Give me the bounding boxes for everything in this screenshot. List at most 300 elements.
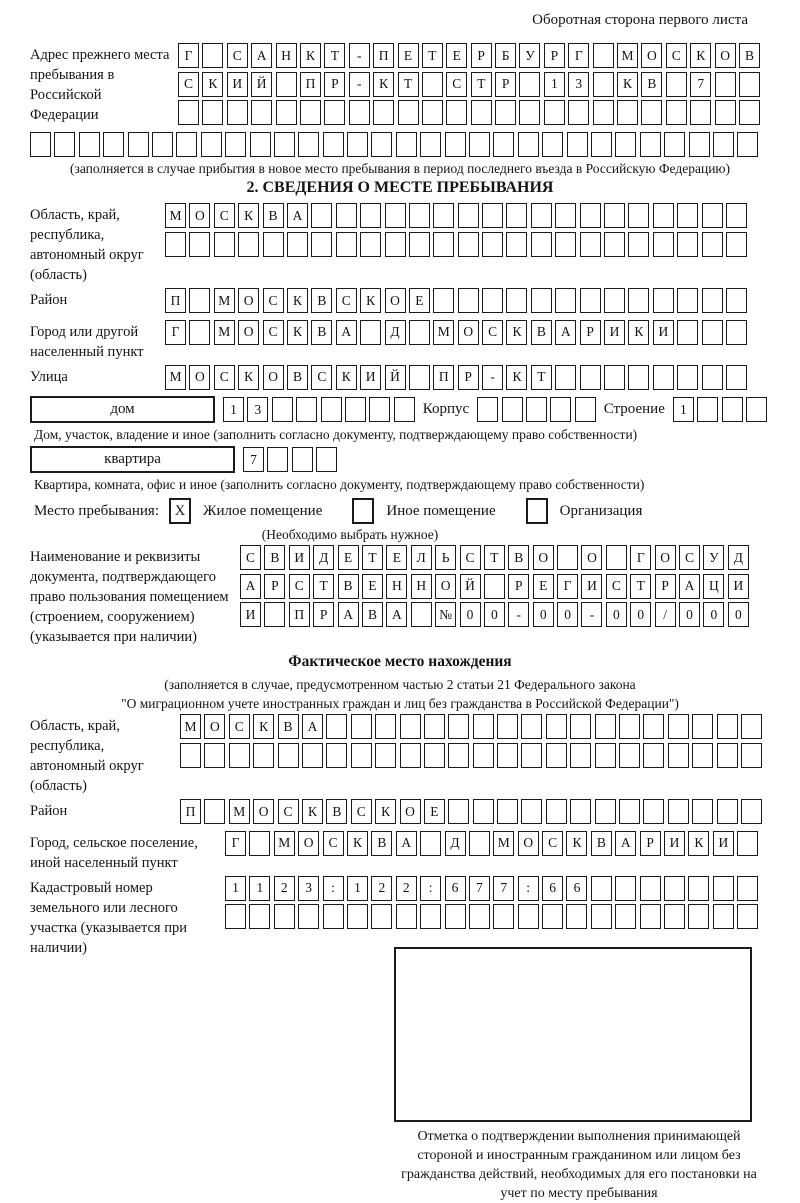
grid-cell[interactable]	[739, 100, 760, 125]
grid-cell[interactable]	[591, 904, 612, 929]
grid-cell[interactable]: А	[302, 714, 323, 739]
grid-cell[interactable]	[375, 743, 396, 768]
grid-cell[interactable]	[555, 232, 576, 257]
grid-cell[interactable]: М	[165, 203, 186, 228]
grid-cell[interactable]: К	[506, 320, 527, 345]
grid-cell[interactable]	[615, 132, 636, 157]
grid-cell[interactable]: В	[531, 320, 552, 345]
grid-cell[interactable]: И	[653, 320, 674, 345]
grid-cell[interactable]	[422, 100, 443, 125]
grid-cell[interactable]	[619, 799, 640, 824]
grid-cell[interactable]	[628, 288, 649, 313]
grid-cell[interactable]: Д	[445, 831, 466, 856]
grid-cell[interactable]	[593, 43, 614, 68]
grid-cell[interactable]: В	[338, 574, 359, 599]
grid-cell[interactable]: 0	[533, 602, 554, 627]
grid-cell[interactable]: Р	[544, 43, 565, 68]
grid-cell[interactable]: А	[615, 831, 636, 856]
checkbox-residential-premises[interactable]: X	[169, 498, 191, 524]
grid-cell[interactable]	[189, 320, 210, 345]
grid-cell[interactable]	[189, 232, 210, 257]
grid-cell[interactable]: К	[347, 831, 368, 856]
grid-cell[interactable]	[741, 743, 762, 768]
grid-cell[interactable]	[409, 203, 430, 228]
grid-cell[interactable]	[371, 132, 392, 157]
grid-cell[interactable]: О	[533, 545, 554, 570]
grid-cell[interactable]	[604, 232, 625, 257]
grid-cell[interactable]: Т	[313, 574, 334, 599]
grid-cell[interactable]: С	[240, 545, 261, 570]
grid-cell[interactable]	[550, 397, 571, 422]
grid-cell[interactable]	[369, 397, 390, 422]
grid-cell[interactable]: 0	[703, 602, 724, 627]
grid-cell[interactable]	[521, 799, 542, 824]
grid-cell[interactable]	[385, 203, 406, 228]
grid-cell[interactable]: С	[446, 72, 467, 97]
grid-cell[interactable]: Г	[165, 320, 186, 345]
grid-cell[interactable]: В	[508, 545, 529, 570]
grid-cell[interactable]	[580, 365, 601, 390]
grid-cell[interactable]: /	[655, 602, 676, 627]
grid-cell[interactable]: Т	[362, 545, 383, 570]
grid-cell[interactable]	[518, 904, 539, 929]
grid-cell[interactable]: Р	[640, 831, 661, 856]
grid-cell[interactable]	[664, 132, 685, 157]
grid-cell[interactable]: №	[435, 602, 456, 627]
grid-cell[interactable]	[526, 397, 547, 422]
grid-cell[interactable]	[321, 397, 342, 422]
grid-cell[interactable]	[664, 904, 685, 929]
grid-cell[interactable]: Т	[531, 365, 552, 390]
grid-cell[interactable]: С	[263, 320, 284, 345]
grid-cell[interactable]: Й	[385, 365, 406, 390]
grid-cell[interactable]: 7	[469, 876, 490, 901]
grid-cell[interactable]	[263, 232, 284, 257]
grid-cell[interactable]	[570, 714, 591, 739]
grid-cell[interactable]: И	[713, 831, 734, 856]
grid-cell[interactable]: 0	[557, 602, 578, 627]
grid-cell[interactable]	[276, 72, 297, 97]
grid-cell[interactable]	[296, 397, 317, 422]
grid-cell[interactable]	[677, 203, 698, 228]
grid-cell[interactable]	[653, 288, 674, 313]
grid-cell[interactable]: М	[214, 320, 235, 345]
grid-cell[interactable]	[531, 232, 552, 257]
grid-cell[interactable]	[400, 743, 421, 768]
grid-cell[interactable]	[336, 232, 357, 257]
grid-cell[interactable]: В	[362, 602, 383, 627]
grid-cell[interactable]	[566, 904, 587, 929]
grid-cell[interactable]	[557, 545, 578, 570]
grid-cell[interactable]	[189, 288, 210, 313]
grid-cell[interactable]	[267, 447, 288, 472]
grid-cell[interactable]	[546, 799, 567, 824]
grid-cell[interactable]: 7	[493, 876, 514, 901]
grid-cell[interactable]	[274, 132, 295, 157]
grid-cell[interactable]	[741, 799, 762, 824]
grid-cell[interactable]: И	[360, 365, 381, 390]
grid-cell[interactable]: Г	[568, 43, 589, 68]
grid-cell[interactable]: О	[655, 545, 676, 570]
grid-cell[interactable]	[737, 904, 758, 929]
grid-cell[interactable]: Т	[484, 545, 505, 570]
grid-cell[interactable]	[521, 714, 542, 739]
grid-cell[interactable]	[287, 232, 308, 257]
grid-cell[interactable]	[448, 743, 469, 768]
grid-cell[interactable]	[30, 132, 51, 157]
grid-cell[interactable]	[643, 799, 664, 824]
grid-cell[interactable]	[204, 799, 225, 824]
grid-cell[interactable]	[555, 365, 576, 390]
grid-cell[interactable]: К	[238, 365, 259, 390]
grid-cell[interactable]: М	[229, 799, 250, 824]
grid-cell[interactable]	[668, 799, 689, 824]
grid-cell[interactable]	[349, 100, 370, 125]
grid-cell[interactable]: Т	[324, 43, 345, 68]
grid-cell[interactable]	[715, 72, 736, 97]
grid-cell[interactable]	[433, 203, 454, 228]
grid-cell[interactable]: 2	[371, 876, 392, 901]
grid-cell[interactable]: О	[400, 799, 421, 824]
grid-cell[interactable]	[276, 100, 297, 125]
grid-cell[interactable]: К	[336, 365, 357, 390]
grid-cell[interactable]	[737, 876, 758, 901]
grid-cell[interactable]: О	[458, 320, 479, 345]
grid-cell[interactable]	[424, 743, 445, 768]
grid-cell[interactable]: К	[253, 714, 274, 739]
grid-cell[interactable]: А	[386, 602, 407, 627]
grid-cell[interactable]	[702, 203, 723, 228]
grid-cell[interactable]: К	[287, 288, 308, 313]
grid-cell[interactable]	[689, 132, 710, 157]
grid-cell[interactable]	[323, 904, 344, 929]
checkbox-other-premises[interactable]	[352, 498, 374, 524]
grid-cell[interactable]	[473, 714, 494, 739]
grid-cell[interactable]	[715, 100, 736, 125]
grid-cell[interactable]	[253, 743, 274, 768]
grid-cell[interactable]	[518, 132, 539, 157]
grid-cell[interactable]: С	[323, 831, 344, 856]
grid-cell[interactable]	[643, 743, 664, 768]
grid-cell[interactable]: :	[518, 876, 539, 901]
grid-cell[interactable]	[445, 132, 466, 157]
grid-cell[interactable]	[737, 831, 758, 856]
grid-cell[interactable]: 6	[445, 876, 466, 901]
grid-cell[interactable]: А	[336, 320, 357, 345]
grid-cell[interactable]: Л	[411, 545, 432, 570]
grid-cell[interactable]: С	[227, 43, 248, 68]
grid-cell[interactable]	[420, 831, 441, 856]
grid-cell[interactable]	[546, 743, 567, 768]
grid-cell[interactable]: М	[165, 365, 186, 390]
grid-cell[interactable]	[251, 100, 272, 125]
grid-cell[interactable]	[567, 132, 588, 157]
grid-cell[interactable]	[741, 714, 762, 739]
grid-cell[interactable]: С	[263, 288, 284, 313]
grid-cell[interactable]	[641, 100, 662, 125]
grid-cell[interactable]: О	[715, 43, 736, 68]
grid-cell[interactable]: Б	[495, 43, 516, 68]
grid-cell[interactable]	[482, 232, 503, 257]
grid-cell[interactable]	[542, 132, 563, 157]
grid-cell[interactable]	[746, 397, 767, 422]
grid-cell[interactable]	[619, 743, 640, 768]
grid-cell[interactable]	[653, 232, 674, 257]
grid-cell[interactable]: С	[178, 72, 199, 97]
grid-cell[interactable]	[482, 203, 503, 228]
grid-cell[interactable]	[458, 203, 479, 228]
grid-cell[interactable]: Ь	[435, 545, 456, 570]
grid-cell[interactable]: В	[287, 365, 308, 390]
grid-cell[interactable]: -	[349, 43, 370, 68]
grid-cell[interactable]: О	[641, 43, 662, 68]
grid-cell[interactable]: О	[204, 714, 225, 739]
grid-cell[interactable]	[643, 714, 664, 739]
grid-cell[interactable]: М	[214, 288, 235, 313]
grid-cell[interactable]	[702, 288, 723, 313]
grid-cell[interactable]	[702, 232, 723, 257]
grid-cell[interactable]: 1	[347, 876, 368, 901]
grid-cell[interactable]	[214, 232, 235, 257]
grid-cell[interactable]: 0	[484, 602, 505, 627]
grid-cell[interactable]	[495, 100, 516, 125]
grid-cell[interactable]: О	[189, 203, 210, 228]
grid-cell[interactable]: 1	[249, 876, 270, 901]
grid-cell[interactable]	[250, 132, 271, 157]
grid-cell[interactable]	[722, 397, 743, 422]
grid-cell[interactable]: Г	[630, 545, 651, 570]
grid-cell[interactable]	[739, 72, 760, 97]
grid-cell[interactable]: К	[300, 43, 321, 68]
grid-cell[interactable]	[394, 397, 415, 422]
grid-cell[interactable]	[458, 288, 479, 313]
grid-cell[interactable]	[726, 232, 747, 257]
grid-cell[interactable]: П	[433, 365, 454, 390]
grid-cell[interactable]: Д	[313, 545, 334, 570]
grid-cell[interactable]	[278, 743, 299, 768]
grid-cell[interactable]	[347, 904, 368, 929]
grid-cell[interactable]	[640, 904, 661, 929]
grid-cell[interactable]	[473, 799, 494, 824]
grid-cell[interactable]	[249, 831, 270, 856]
grid-cell[interactable]	[445, 904, 466, 929]
grid-cell[interactable]: Р	[313, 602, 334, 627]
grid-cell[interactable]: М	[617, 43, 638, 68]
grid-cell[interactable]: К	[202, 72, 223, 97]
grid-cell[interactable]: С	[336, 288, 357, 313]
grid-cell[interactable]	[497, 743, 518, 768]
grid-cell[interactable]: К	[628, 320, 649, 345]
grid-cell[interactable]	[229, 743, 250, 768]
grid-cell[interactable]	[351, 714, 372, 739]
grid-cell[interactable]	[692, 799, 713, 824]
grid-cell[interactable]: К	[302, 799, 323, 824]
grid-cell[interactable]	[433, 232, 454, 257]
grid-cell[interactable]	[302, 743, 323, 768]
grid-cell[interactable]: 0	[460, 602, 481, 627]
grid-cell[interactable]: И	[581, 574, 602, 599]
grid-cell[interactable]: 1	[673, 397, 694, 422]
grid-cell[interactable]	[615, 904, 636, 929]
grid-cell[interactable]	[668, 743, 689, 768]
grid-cell[interactable]: Т	[630, 574, 651, 599]
grid-cell[interactable]: Е	[338, 545, 359, 570]
grid-cell[interactable]	[396, 904, 417, 929]
grid-cell[interactable]	[690, 100, 711, 125]
grid-cell[interactable]: П	[180, 799, 201, 824]
grid-cell[interactable]: К	[617, 72, 638, 97]
grid-cell[interactable]	[726, 203, 747, 228]
grid-cell[interactable]	[360, 203, 381, 228]
grid-cell[interactable]	[555, 288, 576, 313]
grid-cell[interactable]	[409, 365, 430, 390]
grid-cell[interactable]: Е	[409, 288, 430, 313]
grid-cell[interactable]	[521, 743, 542, 768]
grid-cell[interactable]: С	[278, 799, 299, 824]
grid-cell[interactable]	[409, 232, 430, 257]
grid-cell[interactable]: В	[641, 72, 662, 97]
grid-cell[interactable]: Р	[580, 320, 601, 345]
grid-cell[interactable]	[580, 232, 601, 257]
grid-cell[interactable]	[336, 203, 357, 228]
grid-cell[interactable]: 7	[690, 72, 711, 97]
grid-cell[interactable]: Д	[728, 545, 749, 570]
grid-cell[interactable]	[580, 203, 601, 228]
grid-cell[interactable]: М	[493, 831, 514, 856]
grid-cell[interactable]	[717, 714, 738, 739]
grid-cell[interactable]: О	[238, 320, 259, 345]
grid-cell[interactable]: В	[278, 714, 299, 739]
grid-cell[interactable]: Д	[385, 320, 406, 345]
grid-cell[interactable]	[593, 72, 614, 97]
grid-cell[interactable]	[448, 799, 469, 824]
grid-cell[interactable]: -	[482, 365, 503, 390]
grid-cell[interactable]: К	[506, 365, 527, 390]
grid-cell[interactable]	[396, 132, 417, 157]
grid-cell[interactable]	[316, 447, 337, 472]
grid-cell[interactable]: Р	[324, 72, 345, 97]
grid-cell[interactable]	[351, 743, 372, 768]
grid-cell[interactable]: Й	[460, 574, 481, 599]
grid-cell[interactable]	[713, 876, 734, 901]
grid-cell[interactable]	[615, 876, 636, 901]
grid-cell[interactable]	[482, 288, 503, 313]
grid-cell[interactable]	[677, 232, 698, 257]
grid-cell[interactable]	[473, 743, 494, 768]
grid-cell[interactable]	[398, 100, 419, 125]
grid-cell[interactable]	[424, 714, 445, 739]
grid-cell[interactable]	[422, 72, 443, 97]
grid-cell[interactable]	[544, 100, 565, 125]
grid-cell[interactable]	[668, 714, 689, 739]
grid-cell[interactable]	[628, 365, 649, 390]
grid-cell[interactable]	[688, 904, 709, 929]
grid-cell[interactable]	[640, 132, 661, 157]
grid-cell[interactable]: 3	[298, 876, 319, 901]
grid-cell[interactable]	[726, 320, 747, 345]
grid-cell[interactable]	[411, 602, 432, 627]
grid-cell[interactable]	[165, 232, 186, 257]
grid-cell[interactable]	[202, 43, 223, 68]
grid-cell[interactable]: Е	[362, 574, 383, 599]
grid-cell[interactable]: -	[508, 602, 529, 627]
grid-cell[interactable]	[664, 876, 685, 901]
grid-cell[interactable]	[653, 203, 674, 228]
grid-cell[interactable]	[697, 397, 718, 422]
grid-cell[interactable]: В	[311, 320, 332, 345]
grid-cell[interactable]	[360, 320, 381, 345]
grid-cell[interactable]	[274, 904, 295, 929]
grid-cell[interactable]	[726, 365, 747, 390]
grid-cell[interactable]: Н	[386, 574, 407, 599]
grid-cell[interactable]: П	[289, 602, 310, 627]
grid-cell[interactable]: Г	[225, 831, 246, 856]
grid-cell[interactable]	[677, 365, 698, 390]
grid-cell[interactable]: И	[728, 574, 749, 599]
grid-cell[interactable]	[420, 904, 441, 929]
grid-cell[interactable]: Т	[422, 43, 443, 68]
grid-cell[interactable]	[373, 100, 394, 125]
grid-cell[interactable]	[326, 714, 347, 739]
grid-cell[interactable]: К	[375, 799, 396, 824]
grid-cell[interactable]	[477, 397, 498, 422]
grid-cell[interactable]: -	[581, 602, 602, 627]
grid-cell[interactable]	[653, 365, 674, 390]
grid-cell[interactable]: А	[240, 574, 261, 599]
grid-cell[interactable]	[409, 320, 430, 345]
grid-cell[interactable]: О	[253, 799, 274, 824]
grid-cell[interactable]: Р	[495, 72, 516, 97]
grid-cell[interactable]	[591, 876, 612, 901]
grid-cell[interactable]: А	[287, 203, 308, 228]
grid-cell[interactable]	[575, 397, 596, 422]
grid-cell[interactable]: Р	[264, 574, 285, 599]
grid-cell[interactable]	[201, 132, 222, 157]
grid-cell[interactable]: И	[604, 320, 625, 345]
grid-cell[interactable]: К	[688, 831, 709, 856]
grid-cell[interactable]: О	[263, 365, 284, 390]
grid-cell[interactable]	[717, 743, 738, 768]
grid-cell[interactable]	[502, 397, 523, 422]
grid-cell[interactable]	[702, 320, 723, 345]
grid-cell[interactable]: П	[165, 288, 186, 313]
grid-cell[interactable]	[79, 132, 100, 157]
grid-cell[interactable]	[375, 714, 396, 739]
grid-cell[interactable]: М	[180, 714, 201, 739]
grid-cell[interactable]	[677, 320, 698, 345]
grid-cell[interactable]: К	[360, 288, 381, 313]
checkbox-organization[interactable]	[526, 498, 548, 524]
grid-cell[interactable]	[666, 72, 687, 97]
grid-cell[interactable]	[152, 132, 173, 157]
grid-cell[interactable]: Н	[276, 43, 297, 68]
grid-cell[interactable]: В	[591, 831, 612, 856]
grid-cell[interactable]	[519, 100, 540, 125]
grid-cell[interactable]: 7	[243, 447, 264, 472]
grid-cell[interactable]	[323, 132, 344, 157]
grid-cell[interactable]	[420, 132, 441, 157]
grid-cell[interactable]: Г	[178, 43, 199, 68]
grid-cell[interactable]: 0	[606, 602, 627, 627]
grid-cell[interactable]: 2	[274, 876, 295, 901]
grid-cell[interactable]	[204, 743, 225, 768]
grid-cell[interactable]: Е	[424, 799, 445, 824]
grid-cell[interactable]	[292, 447, 313, 472]
grid-cell[interactable]	[128, 132, 149, 157]
grid-cell[interactable]: Е	[386, 545, 407, 570]
grid-cell[interactable]: В	[739, 43, 760, 68]
grid-cell[interactable]	[692, 714, 713, 739]
